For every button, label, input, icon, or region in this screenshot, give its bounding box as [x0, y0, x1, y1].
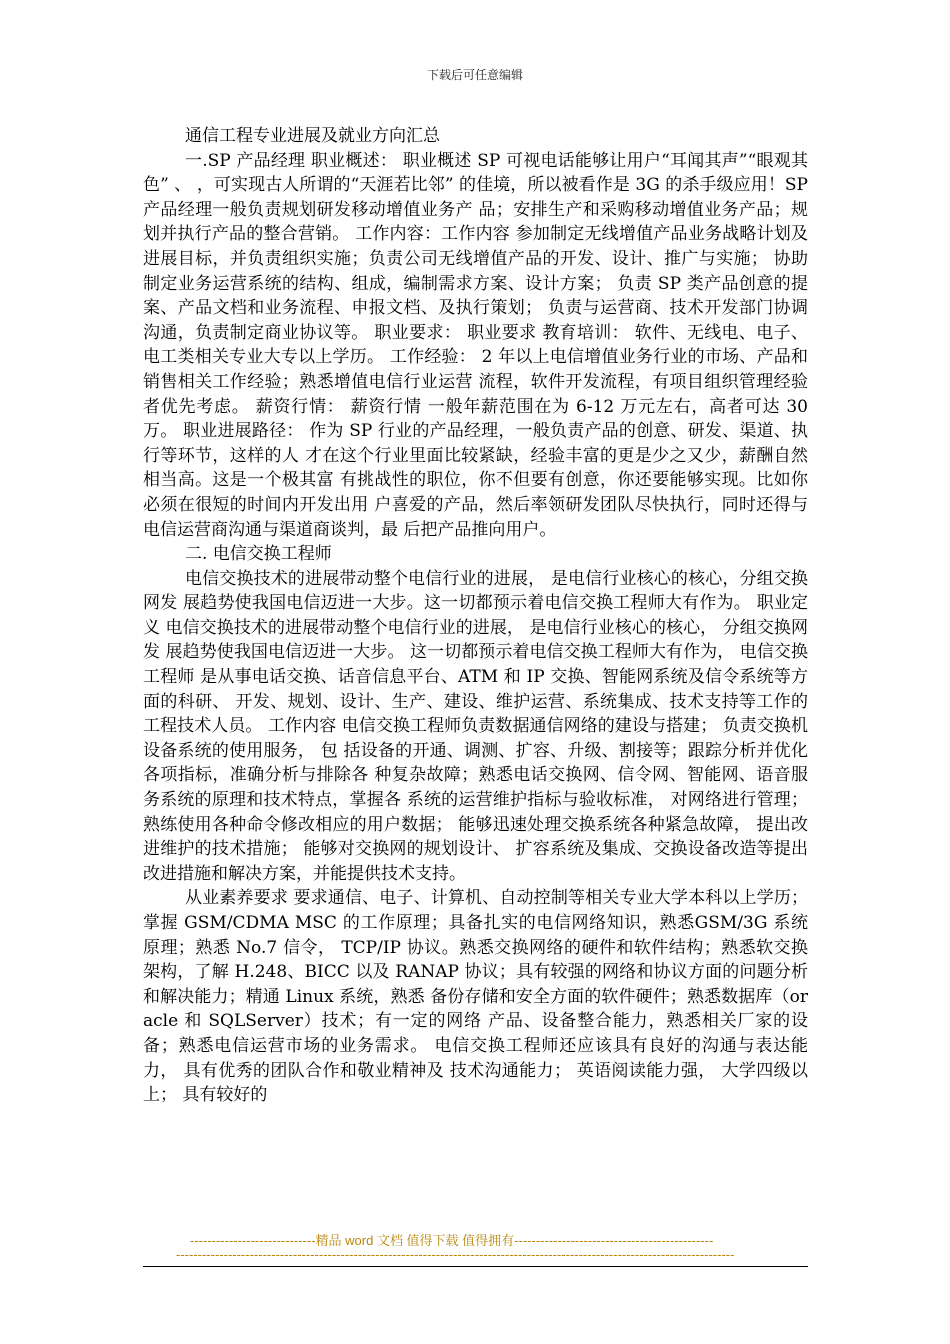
section-heading-telecom-switching: 二. 电信交换工程师: [185, 544, 332, 565]
paragraph-sp-product-manager: 一.SP 产品经理 职业概述： 职业概述 SP 可视电话能够让用户“耳闻其声”“眼观其色” 、 ，可实现古人所谓的“天涯若比邻” 的佳境，所以被看作是 3G 的杀手级应用！SP 产品经理一般负责规划研发移动增值业务产 品；安排生产和采购移动增值业务产品；规划并执行产品的整合营销。 工作内容：工作内容 参加制定无线增值产品业务战略计划及进展目标，并负责组织实施；负责公司无线增值产品的开发、设计、推广与实施； 协助制定业务运营系统的结构、组成，编制需求方案、设计方案； 负责 SP 类产品创意的提案、产品文档和业务流程、申报文档、及执行策划； 负责与运营商、技术开发部门协调沟通，负责制定商业协议等。 职业要求： 职业要求 教育培训： 软件、无线电、电子、电工类相关专业大专以上学历。 工作经验： 2 年以上电信增值业务行业的市场、产品和销售相关工作经验；熟悉增值电信行业运营 流程，软件开发流程，有项目组织管理经验者优先考虑。 薪资行情： 薪资行情 一般年薪范围在为 6-12 万元左右，高者可达 30 万。 职业进展路径： 作为 SP 行业的产品经理，一般负责产品的创意、研发、渠道、执行等环节，这样的人 才在这个行业里面比较紧缺，经验丰富的更是少之又少，薪酬自然相当高。这是一个极其富 有挑战性的职位，你不但要有创意，你还要能够实现。比如你必须在很短的时间内开发出用 户喜爱的产品，然后率领研发团队尽快执行，同时还得与电信运营商沟通与渠道商谈判，最 后把产品推向用户。: [143, 150, 808, 540]
footer-banner: -----------------------------精品 word 文档 值得下载 值得拥有----------------------------------------------: [190, 1233, 714, 1248]
paragraph-telecom-switching: 电信交换技术的进展带动整个电信行业的进展， 是电信行业核心的核心，分组交换网发 展趋势使我国电信迈进一大步。这一切都预示着电信交换工程师大有作为。 职业定义 电信交换技术的进展带动整个电信行业的进展， 是电信行业核心的核心， 分组交换网发 展趋势使我国电信迈进一大步。 这一切都预示着电信交换工程师大有作为， 电信交换工程师 是从事电话交换、话音信息平台、ATM 和 IP 交换、智能网系统及信令系统等方面的科研、 开发、规划、设计、生产、建设、维护运营、系统集成、技术支持等工作的工程技术人员。 工作内容 电信交换工程师负责数据通信网络的建设与搭建； 负责交换机设备系统的使用服务， 包 括设备的开通、调测、扩容、升级、割接等；跟踪分析并优化各项指标，准确分析与排除各 种复杂故障；熟悉电话交换网、信令网、智能网、语音服务系统的原理和技术特点，掌握各 系统的运营维护指标与验收标准， 对网络进行管理； 熟练使用各种命令修改相应的用户数据； 能够迅速处理交换系统各种紧急故障， 提出改进维护的技术措施； 能够对交换网的规划设计、 扩容系统及集成、交换设备改造等提出改进措施和解决方案，并能提供技术支持。: [143, 568, 808, 884]
document-body: [143, 124, 808, 1108]
page-header: 下载后可任意编辑: [426, 68, 523, 82]
document-title: 通信工程专业进展及就业方向汇总: [185, 126, 440, 146]
footer-rule: [143, 1266, 808, 1267]
paragraph-professional-requirements: 从业素养要求 要求通信、电子、计算机、自动控制等相关专业大学本科以上学历；掌握 GSM/CDMA MSC 的工作原理；具备扎实的电信网络知识，熟悉GSM/3G 系统原理；熟悉 No.7 信令， TCP/IP 协议。熟悉交换网络的硬件和软件结构；熟悉软交换架构，了解 H.248、BICC 以及 RANAP 协议；具有较强的网络和协议方面的问题分析和解决能力；精通 Linux 系统，熟悉 备份存储和安全方面的软件硬件；熟悉数据库（oracle 和 SQLServer）技术；有一定的网络 产品、设备整合能力，熟悉相关厂家的设备；熟悉电信运营市场的业务需求。 电信交换工程师还应该具有良好的沟通与表达能力， 具有优秀的团队合作和敬业精神及 技术沟通能力； 英语阅读能力强， 大学四级以上； 具有较好的: [143, 888, 808, 1106]
footer-dashes: ---------------------------------------------------------------------------------------------------------------------------------: [176, 1247, 735, 1262]
